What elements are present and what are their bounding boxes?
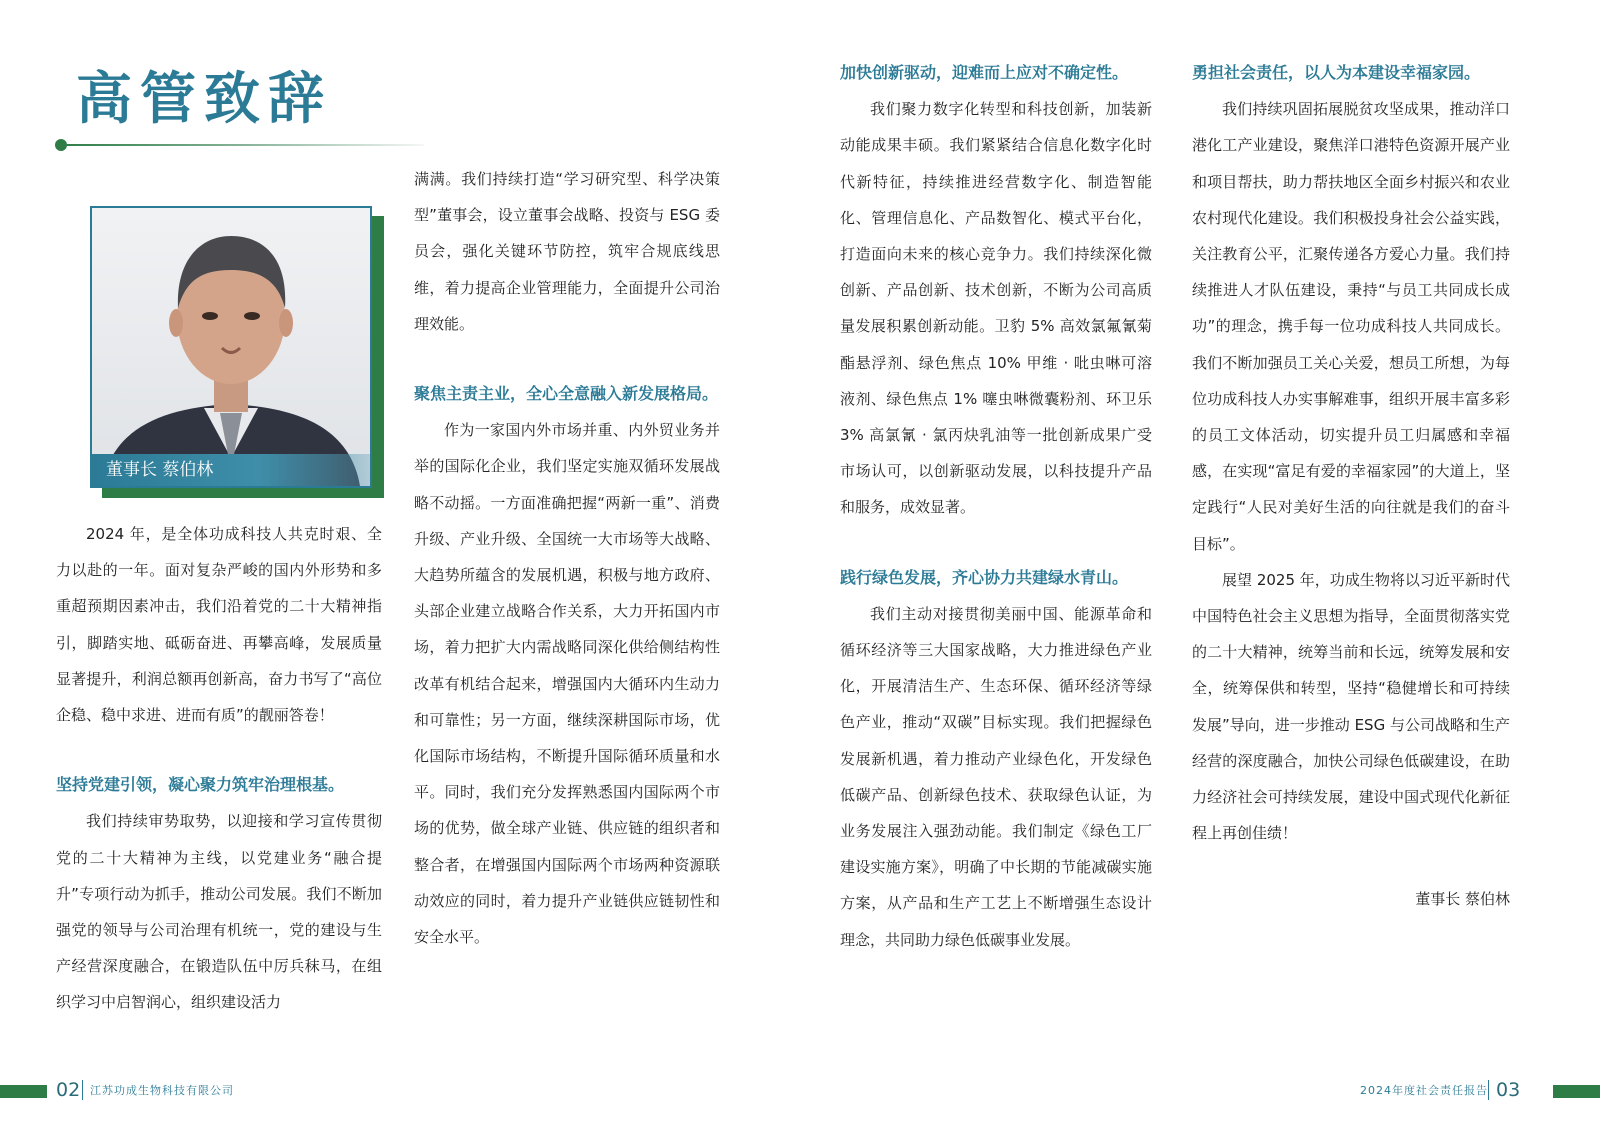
paragraph-main-business: 作为一家国内外市场并重、内外贸业务并举的国际化企业，我们坚定实施双循环发展战略不动摇。一方面准确把握“两新一重”、消费升级、产业升级、全国统一大市场等大战略、大趋势所蕴含的发展机遇，积极与地方政府、头部企业建立战略合作关系，大力开拓国内市场，着力把扩大内需战略同深化供给侧结构性改革有机结合起来，增强国内大循环内生动力和可靠性；另一方面，继续深耕国际市场，优化国际市场结构，不断提升国际循环质量和水平。同时，我们充分发挥熟悉国内国际两个市场的优势，做全球产业链、供应链的组织者和整合者，在增强国内国际两个市场两种资源联动效应的同时，着力提升产业链供应链韧性和安全水平。 — [414, 421, 720, 947]
footer-separator-left — [82, 1080, 83, 1100]
paragraph-party-building: 我们持续审势取势，以迎接和学习宣传贯彻党的二十大精神为主线，以党建业务“融合提升”专项行动为抓手，推动公司发展。我们不断加强党的领导与公司治理有机统一，党的建设与生产经营深度融合，在锻造队伍中厉兵秣马，在组织学习中启智润心，组织建设活力 — [56, 812, 382, 1012]
section-heading-main-business: 聚焦主责主业，全心全意融入新发展格局。 — [414, 384, 719, 404]
footer-bar-right — [1553, 1085, 1600, 1098]
paragraph-social-responsibility: 我们持续巩固拓展脱贫攻坚成果，推动洋口港化工产业建设，聚焦洋口港特色资源开展产业和项目帮扶，助力帮扶地区全面乡村振兴和农业农村现代化建设。我们积极投身社会公益实践，关注教育公平，汇聚传递各方爱心力量。我们持续推进人才队伍建设，秉持“与员工共同成长成功”的理念，携手每一位功成科技人共同成长。我们不断加强员工关心关爱，想员工所想，为每位功成科技人办实事解难事，组织开展丰富多彩的员工文体活动，切实提升员工归属感和幸福感，在实现“富足有爱的幸福家园”的大道上，坚定践行“人民对美好生活的向往就是我们的奋斗目标”。 — [1192, 100, 1510, 553]
paragraph-outlook: 展望 2025 年，功成生物将以习近平新时代中国特色社会主义思想为指导，全面贯彻落实党的二十大精神，统筹当前和长远，统筹发展和安全，统筹保供和转型，坚持“稳健增长和可持续发展”导向，进一步推动 ESG 与公司战略和生产经营的深度融合，加快公司绿色低碳建设，在助力经济社会可持续发展，建设中国式现代化新征程上再创佳绩！ — [1192, 570, 1510, 843]
paragraph-green-development: 我们主动对接贯彻美丽中国、能源革命和循环经济等三大国家战略，大力推进绿色产业化，开展清洁生产、生态环保、循环经济等绿色产业，推动“双碳”目标实现。我们把握绿色发展新机遇，着力推动产业绿色化，开发绿色低碳产品、创新绿色技术、获取绿色认证，为业务发展注入强劲动能。我们制定《绿色工厂建设实施方案》，明确了中长期的节能减碳实施方案，从产品和生产工艺上不断增强生态设计理念，共同助力绿色低碳事业发展。 — [840, 604, 1152, 949]
footer-separator-right — [1488, 1080, 1489, 1100]
page-title: 高管致辞 — [76, 67, 332, 132]
photo-caption: 董事长 蔡伯林 — [92, 454, 370, 486]
column-4 — [1192, 55, 1510, 918]
column-2 — [414, 161, 720, 955]
paragraph-innovation: 我们聚力数字化转型和科技创新，加装新动能成果丰硕。我们紧紧结合信息化数字化时代新特征，持续推进经营数字化、制造智能化、管理信息化、产品数智化、模式平台化，打造面向未来的核心竞争力。我们持续深化微创新、产品创新、技术创新，不断为公司高质量发展积累创新动能。卫豹 5% 高效氯氟氰菊酯悬浮剂、绿色焦点 10% 甲维 · 吡虫啉可溶液剂、绿色焦点 1% 噻虫啉微囊粉剂、环卫乐 3% 高氯氰 · 氯丙炔乳油等一批创新成果广受市场认可，以创新驱动发展，以科技提升产品和服务，成效显著。 — [840, 100, 1152, 517]
paragraph-governance-continued: 满满。我们持续打造“学习研究型、科学决策型”董事会，设立董事会战略、投资与 ESG 委员会，强化关键环节防控，筑牢合规底线思维，着力提高企业管理能力，全面提升公司治理效能。 — [414, 170, 720, 333]
section-heading-party-building: 坚持党建引领，凝心聚力筑牢治理根基。 — [56, 775, 345, 795]
footer-bar-left — [0, 1085, 47, 1098]
column-3 — [840, 55, 1152, 958]
portrait-illustration — [92, 208, 370, 486]
section-heading-innovation: 加快创新驱动，迎难而上应对不确定性。 — [840, 63, 1129, 82]
report-name: 2024年度社会责任报告 — [1360, 1084, 1488, 1097]
company-name: 江苏功成生物科技有限公司 — [90, 1084, 234, 1097]
page-number-left: 02 — [56, 1079, 81, 1101]
section-heading-green-development: 践行绿色发展，齐心协力共建绿水青山。 — [840, 567, 1129, 587]
title-rule — [60, 144, 424, 146]
chairman-photo — [90, 206, 372, 488]
section-heading-social-responsibility: 勇担社会责任，以人为本建设幸福家园。 — [1192, 63, 1481, 82]
paragraph-intro: 2024 年，是全体功成科技人共克时艰、全力以赴的一年。面对复杂严峻的国内外形势和多重超预期因素冲击，我们沿着党的二十大精神指引，脚踏实地、砥砺奋进、再攀高峰，发展质量显著提升，利润总额再创新高，奋力书写了“高位企稳、稳中求进、进而有质”的靓丽答卷！ — [56, 525, 382, 725]
page-number-right: 03 — [1496, 1079, 1521, 1101]
signature: 董事长 蔡伯林 — [1415, 890, 1510, 909]
column-1 — [56, 516, 382, 1021]
